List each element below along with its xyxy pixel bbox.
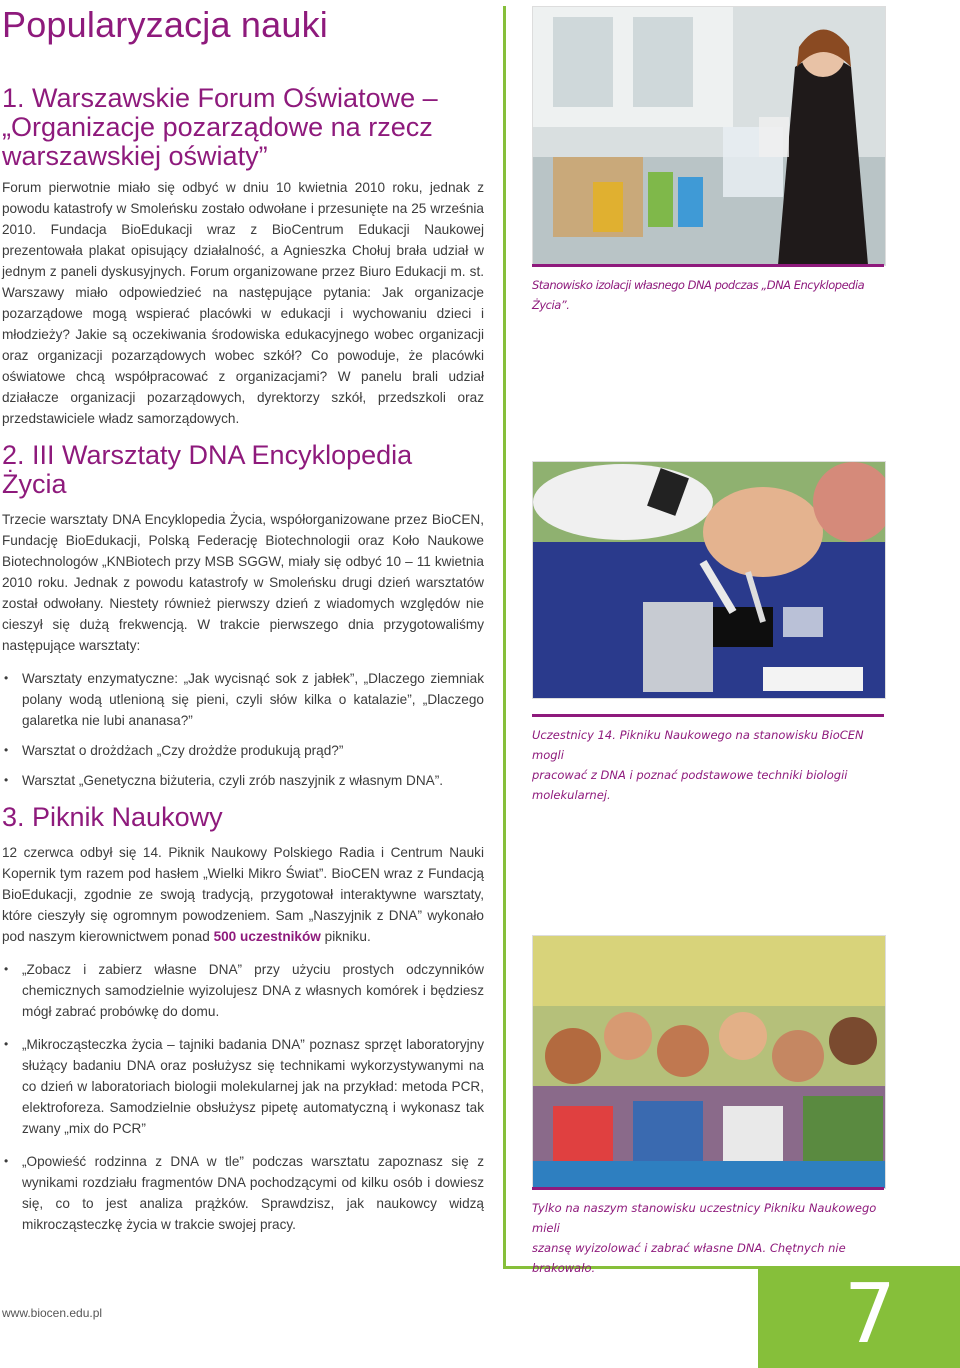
page-number: 7 bbox=[843, 1267, 896, 1362]
list-item: • „Zobacz i zabierz własne DNA” przy użyciu prostych odczynników chemicznych samodzielnie wyizolujesz DNA z własnych komórek i będziesz mógł zabrać probówkę do domu. bbox=[2, 959, 484, 1022]
lab-photo-image bbox=[533, 7, 885, 265]
picnic-crowd-photo bbox=[532, 935, 886, 1189]
green-vertical-divider bbox=[503, 6, 506, 1268]
page-title: Popularyzacja nauki bbox=[2, 4, 328, 45]
section2-bullet-list bbox=[2, 668, 484, 791]
section3-body-end: pikniku. bbox=[320, 929, 371, 944]
footer-url: www.biocen.edu.pl bbox=[2, 1306, 103, 1320]
caption-photo2 bbox=[532, 725, 888, 805]
caption-photo3-line2: szansę wyizolować i zabrać własne DNA. Chętnych nie brakowało. bbox=[532, 1241, 846, 1275]
section2-heading: 2. III Warsztaty DNA Encyklopedia Życia bbox=[2, 440, 413, 499]
list-item: • Warsztat „Genetyczna biżuteria, czyli zrób naszyjnik z własnym DNA”. bbox=[2, 770, 484, 791]
list-item: • Warsztaty enzymatyczne: „Jak wycisnąć sok z jabłek”, „Dlaczego ziemniak polany wodą utlenioną się pieni, czyli słów kilka o katalazie”, „Dlaczego galaretka nie lubi ananasa?” bbox=[2, 668, 484, 731]
participants-highlight: 500 uczestników bbox=[213, 929, 321, 944]
caption2-rule bbox=[532, 714, 884, 717]
section1-heading-line2: „Organizacje pozarządowe na rzecz bbox=[2, 112, 433, 142]
main-text-column bbox=[2, 84, 484, 1247]
list-item: • „Mikrocząsteczka życia – tajniki badania DNA” poznasz sprzęt laboratoryjny służący badaniu DNA oraz posłużysz się technikami wykorzystywanymi na co dzień w laboratoriach biologii molekularnej jak na przykład: metoda PCR, elektroforeza. Samodzielnie obsłużysz pipetę automatyczną i wykonasz tak zwany „mix do PCR” bbox=[2, 1034, 484, 1139]
section1-heading-line1: 1. Warszawskie Forum Oświatowe – bbox=[2, 83, 438, 113]
picnic-crowd-photo-image bbox=[533, 936, 885, 1188]
section3-body-text: 12 czerwca odbył się 14. Piknik Naukowy Polskiego Radia i Centrum Nauki Kopernik tym razem pod hasłem „Wielki Mikro Świat”. BioCEN wraz z Fundacją BioEdukacji, zgodnie ze swoją tradycją, przygotował interaktywne warsztaty, które cieszyły się ogromnym powodzeniem. Sam „Naszyjnik z DNA” wykonało pod naszym kierownictwem ponad bbox=[2, 845, 484, 944]
section1-body: Forum pierwotnie miało się odbyć w dniu 10 kwietnia 2010 roku, jednak z powodu katastrofy w Smoleńsku zostało odwołane i przesunięte na 25 września 2010. Fundacja BioEdukacji wraz z BioCentrum Edukacji Naukowej prezentowała plakat opisujący działalność, a Agnieszka Chołuj brała udział w jednym z paneli dyskusyjnych. Forum organizowane przez Biuro Edukacji m. st. Warszawy miało odpowiedzieć na następujące pytania: Jak organizacje pozarządowe mogą wspierać placówki w edukacji i wychowaniu dzieci i młodzieży? Jakie są oczekiwania środowiska edukacyjnego wobec organizacji oraz organizacji pozarządowych wobec szkół? Co powoduje, że placówki oświatowe chcą współpracować z organizacjami? W panelu brali udział działacze organizacji pozarządowych, dyrektorzy szkół, przedszkoli oraz przedstawiciele władz samorządowych. bbox=[2, 180, 484, 426]
section1-heading bbox=[2, 84, 484, 171]
list-item: • Warsztat o drożdżach „Czy drożdże produkują prąd?” bbox=[2, 740, 484, 761]
caption1-rule bbox=[532, 264, 884, 267]
pipetting-photo bbox=[532, 461, 886, 699]
caption3-rule bbox=[532, 1187, 884, 1190]
lab-photo bbox=[532, 6, 886, 266]
list-item: • „Opowieść rodzinna z DNA w tle” podczas warsztatu zapoznasz się z wynikami rozdziału fragmentów DNA pochodzącymi od kilku osób i dowiesz się, co to jest analiza prążków. Sprawdzisz, jak naukowcy widzą mikrocząsteczkę życia w trakcie swojej pracy. bbox=[2, 1151, 484, 1235]
pipetting-photo-image bbox=[533, 462, 885, 698]
section3-bullet-list bbox=[2, 959, 484, 1235]
caption-photo2-line1: Uczestnicy 14. Pikniku Naukowego na stanowisku BioCEN mogli bbox=[532, 728, 864, 762]
section1-heading-line3: warszawskiej oświaty” bbox=[2, 141, 268, 171]
section2-body: Trzecie warsztaty DNA Encyklopedia Życia, współorganizowane przez BioCEN, Fundację BioEdukacji, Polską Federację Biotechnologii oraz Koło Naukowe Biotechnologów „KNBiotech przy MSB SGGW, miały się odbyć 10 – 11 kwietnia 2010 roku. Jednak z powodu katastrofy w Smoleńsku drugi dzień warsztatów został odwołany. Niestety również pierwszy dzień z wiadomych względów nie cieszył się dużą frekwencją. W trakcie pierwszego dnia przygotowaliśmy następujące warsztaty: bbox=[2, 512, 484, 653]
caption-photo3-line1: Tylko na naszym stanowisku uczestnicy Pikniku Naukowego mieli bbox=[532, 1201, 877, 1235]
section3-heading: 3. Piknik Naukowy bbox=[2, 802, 223, 832]
section3-body bbox=[2, 842, 484, 947]
page-number-box bbox=[758, 1266, 960, 1368]
caption-photo2-line2: pracować z DNA i poznać podstawowe techniki biologii molekularnej. bbox=[532, 768, 848, 802]
caption-photo1: Stanowisko izolacji własnego DNA podczas „DNA Encyklopedia Życia”. bbox=[532, 278, 865, 312]
